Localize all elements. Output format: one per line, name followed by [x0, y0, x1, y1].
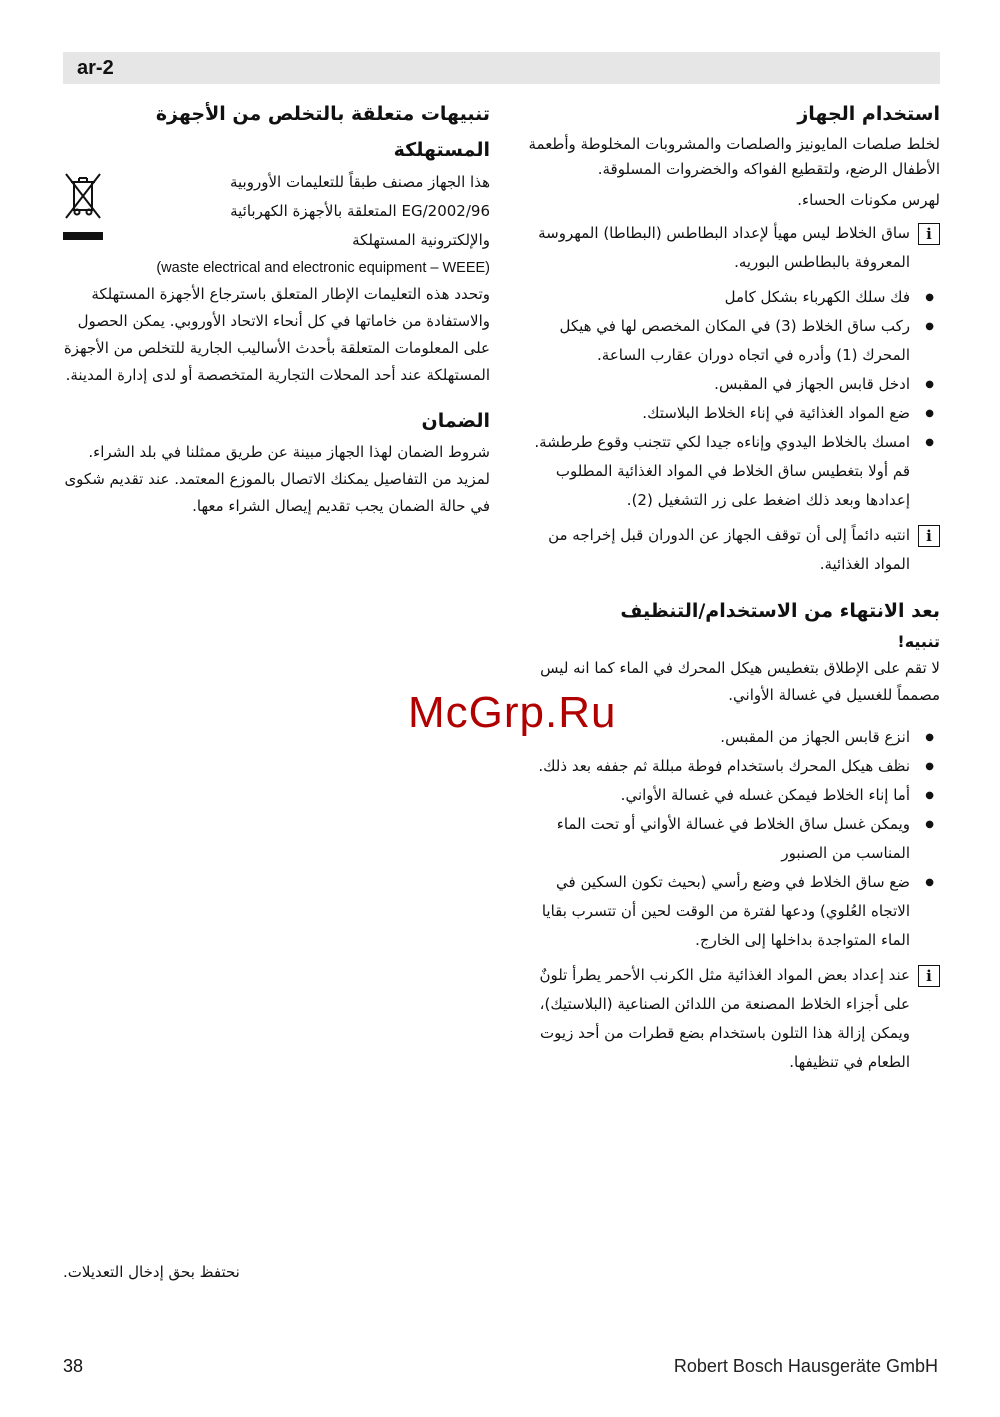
list-item: ● امسك بالخلاط اليدوي وإناءه جيدا لكي تتجنب وقوع طرطشة. قم أولا بتغطيس ساق الخلاط في المواد الغذائية المطلوب إعدادها وبعد ذلك اضغط على زر التشغيل (2). [520, 428, 940, 515]
list-item: ● ضع المواد الغذائية في إناء الخلاط البلاستك. [520, 399, 940, 428]
footer-note [63, 1263, 363, 1281]
usage-note-2-text: انتبه دائماً إلى أن توقف الجهاز عن الدوران قبل إخراجه من المواد الغذائية. [548, 526, 910, 573]
list-item: ● ويمكن غسل ساق الخلاط في غسالة الأواني أو تحت الماء المناسب من الصنبور [520, 810, 940, 868]
weee-block [63, 168, 490, 255]
left-column [63, 96, 490, 520]
usage-intro-1: لخلط صلصات المايونيز والصلصات والمشروبات المخلوطة وأطعمة الأطفال الرضع، ولتقطيع الفواكه والخضروات المسلوقة. [528, 135, 940, 178]
usage-note-2 [520, 521, 940, 579]
list-item: ● ركب ساق الخلاط (3) في المكان المخصص لها في هيكل المحرك (1) وأدره في اتجاه دوران عقارب الساعة. [520, 312, 940, 370]
list-item: ● نظف هيكل المحرك باستخدام فوطة مبللة ثم جففه بعد ذلك. [520, 752, 940, 781]
cleaning-note [520, 961, 940, 1077]
warranty-text: شروط الضمان لهذا الجهاز مبينة عن طريق ممثلنا في بلد الشراء. لمزيد من التفاصيل يمكنك الاتصال بالموزع المعتمد. عند تقديم شكوى في حالة الضمان يجب تقديم إيصال الشراء معها. [64, 443, 490, 515]
footer-note-text: نحتفظ بحق إدخال التعديلات. [63, 1263, 240, 1281]
warning-title: تنبيه! [897, 632, 940, 651]
usage-title: استخدام الجهاز [797, 103, 940, 125]
warranty-title: الضمان [421, 410, 490, 432]
company-name: Robert Bosch Hausgeräte GmbH [673, 1356, 938, 1376]
disposal-text: وتحدد هذه التعليمات الإطار المتعلق باسترجاع الأجهزة المستهلكة والاستفادة من خاماتها في كل أنحاء الاتحاد الأوروبي. يمكن الحصول على المعلومات المتعلقة بأحدث الأساليب الجارية للتخلص من الأجهزة المستهلكة عند أحد المحلات التجارية المتخصصة أو لدى إدارة المدينة. [63, 285, 490, 384]
weee-line-2: 2002/96/EG المتعلقة بالأجهزة الكهربائية [230, 202, 490, 220]
usage-steps-list [520, 283, 940, 515]
list-item: ● انزع قابس الجهاز من المقبس. [520, 723, 940, 752]
page-header-bar [63, 52, 940, 84]
cleaning-note-text: عند إعداد بعض المواد الغذائية مثل الكرنب الأحمر يطرأ تلونٌ على أجزاء الخلاط المصنعة من اللدائن الصناعية (البلاستيك)، ويمكن إزالة هذا التلون باستخدام بضع قطرات من أحد زيوت الطعام في تنظيفها. [539, 966, 910, 1071]
usage-note-1 [520, 219, 940, 277]
right-column [520, 96, 940, 1077]
cleaning-title: بعد الانتهاء من الاستخدام/التنظيف [620, 600, 940, 622]
disposal-title: تنبيهات متعلقة بالتخلص من الأجهزة المستهلكة [155, 103, 490, 161]
watermark: McGrp.Ru [408, 688, 617, 737]
page-number: 38 [63, 1356, 84, 1376]
list-item: ● أما إناء الخلاط فيمكن غسله في غسالة الأواني. [520, 781, 940, 810]
info-icon: i [918, 525, 940, 547]
cleaning-steps-list [520, 723, 940, 955]
list-item: ● ضع ساق الخلاط في وضع رأسي (بحيث تكون السكين في الاتجاه العُلوي) ودعها لفترة من الوقت لحين أن تتسرب بقايا الماء المتواجدة بداخلها إلى الخارج. [520, 868, 940, 955]
crossed-bin-icon [63, 172, 103, 244]
page-code: ar-2 [77, 57, 114, 79]
warning-text: لا تقم على الإطلاق بتغطيس هيكل المحرك في الماء كما انه ليس مصمماً للغسيل في غسالة الأواني. [540, 659, 940, 704]
info-icon: i [918, 965, 940, 987]
usage-note-1-text: ساق الخلاط ليس مهيأ لإعداد البطاطس (البطاطا) المهروسة المعروفة بالبطاطس البوريه. [538, 224, 910, 271]
weee-line-1: هذا الجهاز مصنف طبقاً للتعليمات الأوروبية [229, 173, 490, 191]
usage-intro-2: لهرس مكونات الحساء. [797, 191, 940, 209]
weee-line-3: والإلكترونية المستهلكة [352, 231, 490, 249]
weee-latin-note: (waste electrical and electronic equipment – WEEE) [156, 260, 490, 276]
info-icon: i [918, 223, 940, 245]
list-item: ● ادخل قابس الجهاز في المقبس. [520, 370, 940, 399]
list-item: ● فك سلك الكهرباء بشكل كامل [520, 283, 940, 312]
